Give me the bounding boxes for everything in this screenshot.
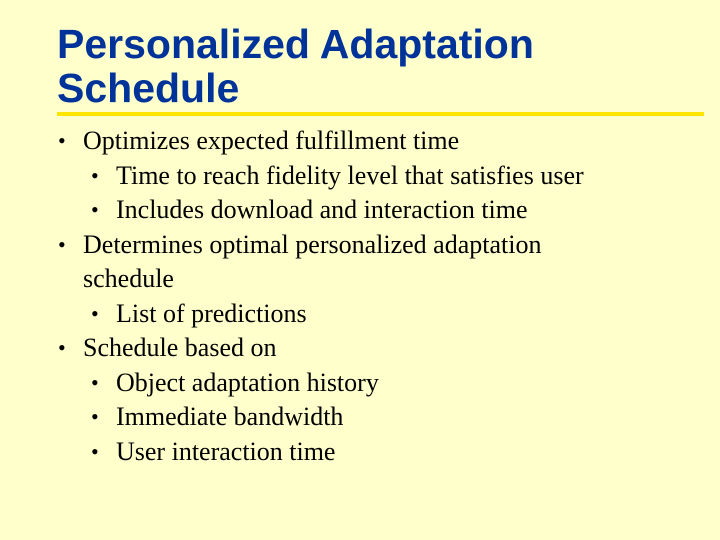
sub-bullet-item: [0, 366, 720, 401]
title-underline: [57, 112, 704, 116]
sub-bullet-item: [0, 193, 720, 228]
bullet-item: [0, 331, 720, 366]
bullet-text: Immediate bandwidth: [116, 402, 344, 431]
bullet-icon: •: [58, 231, 66, 257]
bullet-icon: •: [91, 438, 99, 464]
bullet-text: User interaction time: [116, 436, 336, 466]
bullet-text: Schedule based on: [83, 333, 277, 362]
sub-bullet-item: [0, 159, 720, 194]
bullet-text: Includes download and interaction time: [116, 195, 528, 224]
bullet-icon: •: [58, 335, 66, 360]
bullet-text: Object adaptation history: [116, 367, 379, 397]
bullet-item: [0, 124, 720, 159]
bullet-icon: •: [91, 369, 99, 395]
bullet-icon: •: [91, 404, 99, 429]
bullet-list: [0, 124, 720, 469]
bullet-text: schedule: [83, 264, 174, 293]
bullet-icon: •: [91, 300, 99, 326]
slide-title-line-1: Personalized Adaptation: [57, 21, 534, 67]
sub-bullet-item: [0, 400, 720, 435]
slide-title-line-2: Schedule: [57, 65, 240, 111]
sub-bullet-item: [0, 297, 720, 332]
bullet-icon: •: [91, 197, 99, 222]
bullet-text: Determines optimal personalized adaptation: [83, 229, 542, 259]
bullet-icon: •: [58, 128, 66, 153]
bullet-text: List of predictions: [116, 298, 307, 328]
bullet-continuation: [0, 262, 720, 297]
bullet-text: Time to reach fidelity level that satisfies user: [116, 160, 584, 190]
sub-bullet-item: [0, 435, 720, 470]
slide-title: [57, 22, 697, 110]
bullet-text: Optimizes expected fulfillment time: [83, 126, 460, 155]
bullet-item: [0, 228, 720, 263]
bullet-icon: •: [91, 162, 99, 188]
